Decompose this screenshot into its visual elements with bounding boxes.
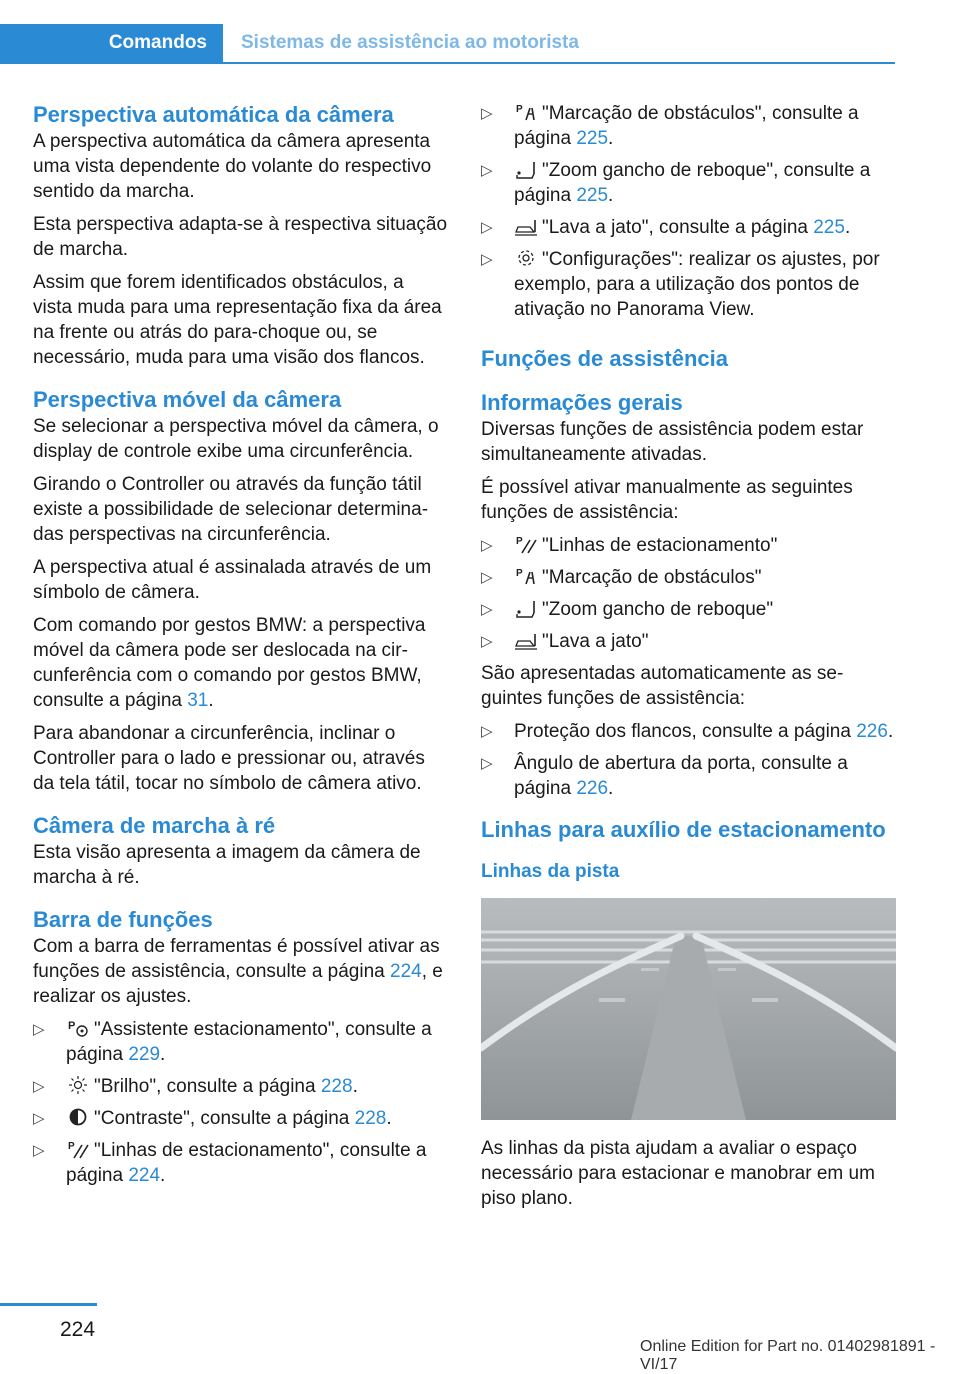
- page-link[interactable]: 224: [390, 961, 422, 982]
- paragraph: Esta perspectiva adapta-se à respectiva situação de marcha.: [33, 214, 448, 260]
- paragraph: A perspectiva atual é assinalada através de um símbolo de câmera.: [33, 557, 432, 603]
- list-item: ▷ P "Marcação de obstáculos", consulte a página 225.: [481, 103, 859, 149]
- bullet-triangle-icon: ▷: [33, 1021, 45, 1038]
- paragraph-function-bar: Com a barra de ferramentas é possível ativar as funções de assistência, consulte a página 224, e realizar os ajustes.: [33, 936, 443, 1007]
- list-item: ▷ "Lava a jato", consulte a página 225.: [481, 217, 851, 238]
- page-link[interactable]: 225: [813, 217, 845, 238]
- paragraph: As linhas da pista ajudam a avaliar o espaço necessário para estacionar e manobrar em um piso plano.: [481, 1138, 875, 1209]
- car-wash-icon: [514, 216, 538, 236]
- svg-text:P: P: [516, 568, 523, 579]
- page-link[interactable]: 31: [187, 690, 209, 711]
- bullet-triangle-icon: ▷: [481, 633, 493, 650]
- heading-auto-perspective: Perspectiva automática da câmera: [33, 102, 394, 127]
- tab-comandos[interactable]: Comandos: [0, 24, 223, 62]
- list-item: ▷ P "Linhas de estacionamento": [481, 535, 778, 556]
- parking-lines-icon: [66, 1139, 90, 1159]
- chapter-header: [0, 24, 895, 64]
- paragraph: É possível ativar manualmente as seguintes funções de assistência:: [481, 477, 853, 523]
- page-link[interactable]: 224: [128, 1165, 161, 1186]
- tab-assistance-systems[interactable]: Sistemas de assistência ao motorista: [241, 32, 579, 53]
- list-item: ▷ "Zoom gancho de reboque": [481, 599, 774, 620]
- bullet-triangle-icon: ▷: [33, 1142, 45, 1159]
- tow-hitch-zoom-icon: [514, 598, 538, 618]
- paragraph: Assim que forem identificados obstáculos, a vista muda para uma representação fixa da área na frente ou atrás do para-choque ou, se necessário, muda para uma visão dos flancos.: [33, 272, 442, 368]
- right-column: [481, 101, 896, 1211]
- list-item: ▷ "Lava a jato": [481, 631, 649, 652]
- list-item: ▷ "Zoom gancho de reboque", consulte a página 225.: [481, 160, 871, 206]
- page-number: 224: [60, 1318, 96, 1341]
- heading-assistance-functions: Funções de assistência: [481, 346, 728, 371]
- list-item: ▷ Ângulo de abertura da porta, consulte a página 226.: [481, 753, 848, 799]
- svg-text:P: P: [68, 1020, 76, 1032]
- svg-text:P: P: [516, 104, 523, 115]
- list-item: ▷ "Configurações": realizar os ajustes, por exemplo, para a utilização dos pontos de ativação no Panorama View.: [481, 249, 880, 320]
- heading-track-lines: Linhas da pista: [481, 861, 620, 882]
- footer-rule: [0, 1303, 97, 1306]
- heading-reverse-camera: Câmera de marcha à ré: [33, 813, 276, 838]
- settings-gear-icon: [514, 248, 538, 268]
- list-item: ▷ P "Assistente estacionamento", consulte a página 229.: [33, 1019, 432, 1065]
- obstacle-marking-icon: [514, 566, 538, 586]
- page-link[interactable]: 228: [320, 1076, 353, 1097]
- paragraph: A perspectiva automática da câmera apresenta uma vista dependente do volante do respectivo sentido da marcha.: [33, 131, 432, 202]
- list-item: ▷ "Contraste", consulte a página 228.: [33, 1108, 392, 1129]
- paragraph-gestures: Com comando por gestos BMW: a perspectiva móvel da câmera pode ser deslocada na circunferência com o comando por gestos BMW, consulte a página 31.: [33, 615, 426, 711]
- list-item: ▷ Proteção dos flancos, consulte a página 226.: [481, 721, 894, 742]
- heading-mobile-perspective: Perspectiva móvel da câmera: [33, 387, 342, 412]
- page-link[interactable]: 225: [576, 128, 609, 149]
- bullet-triangle-icon: ▷: [481, 219, 493, 236]
- heading-general-info: Informações gerais: [481, 390, 683, 415]
- bullet-triangle-icon: ▷: [481, 162, 493, 179]
- heading-function-bar: Barra de funções: [33, 907, 213, 932]
- brightness-icon: [66, 1075, 90, 1095]
- contrast-icon: [66, 1107, 90, 1127]
- svg-text:P: P: [68, 1141, 75, 1152]
- bullet-triangle-icon: ▷: [481, 723, 493, 740]
- list-item: ▷ "Brilho", consulte a página 228.: [33, 1076, 358, 1097]
- page-link[interactable]: 226: [576, 778, 609, 799]
- page-link[interactable]: 225: [576, 185, 609, 206]
- bullet-triangle-icon: ▷: [33, 1110, 45, 1127]
- tow-hitch-zoom-icon: [514, 159, 538, 179]
- manual-functions-list: [481, 533, 896, 654]
- bullet-triangle-icon: ▷: [481, 569, 493, 586]
- bullet-triangle-icon: ▷: [481, 537, 493, 554]
- svg-text:P: P: [516, 536, 523, 547]
- paragraph: Diversas funções de assistência podem estar simultaneamente ativadas.: [481, 419, 864, 465]
- left-column: [33, 101, 448, 1195]
- list-item: ▷ P "Linhas de estacionamento", consulte a página 224.: [33, 1140, 427, 1186]
- paragraph: São apresentadas automaticamente as seguintes funções de assistência:: [481, 663, 844, 709]
- auto-functions-list: [481, 719, 896, 801]
- parking-lines-icon: [514, 534, 538, 554]
- bullet-triangle-icon: ▷: [481, 601, 493, 618]
- bullet-triangle-icon: ▷: [481, 251, 493, 268]
- bullet-triangle-icon: ▷: [481, 105, 493, 122]
- bullet-triangle-icon: ▷: [33, 1078, 45, 1095]
- track-lines-illustration: [481, 898, 896, 1120]
- parking-assistant-icon: [66, 1018, 90, 1038]
- paragraph: Para abandonar a circunferência, inclinar o Controller para o lado e pressionar ou, através da tela tátil, tocar no símbolo de câmera ativo.: [33, 723, 425, 794]
- paragraph: Esta visão apresenta a imagem da câmera de marcha à ré.: [33, 842, 421, 888]
- function-bar-list: [33, 1017, 448, 1188]
- page-link[interactable]: 226: [856, 721, 888, 742]
- page-link[interactable]: 229: [128, 1044, 161, 1065]
- bullet-triangle-icon: ▷: [481, 755, 493, 772]
- function-bar-list-continued: [481, 101, 896, 322]
- edition-note: Online Edition for Part no. 01402981891 - VI/17: [640, 1338, 936, 1373]
- obstacle-marking-icon: [514, 102, 538, 122]
- car-wash-icon: [514, 630, 538, 650]
- heading-parking-lines: Linhas para auxílio de estacionamento: [481, 817, 886, 842]
- paragraph: Se selecionar a perspectiva móvel da câmera, o display de controle exibe uma circunferência.: [33, 416, 439, 462]
- paragraph: Girando o Controller ou através da função tátil existe a possibilidade de selecionar determinadas perspectivas na circunferência.: [33, 474, 429, 545]
- list-item: ▷ P "Marcação de obstáculos": [481, 567, 762, 588]
- page-link[interactable]: 228: [354, 1108, 387, 1129]
